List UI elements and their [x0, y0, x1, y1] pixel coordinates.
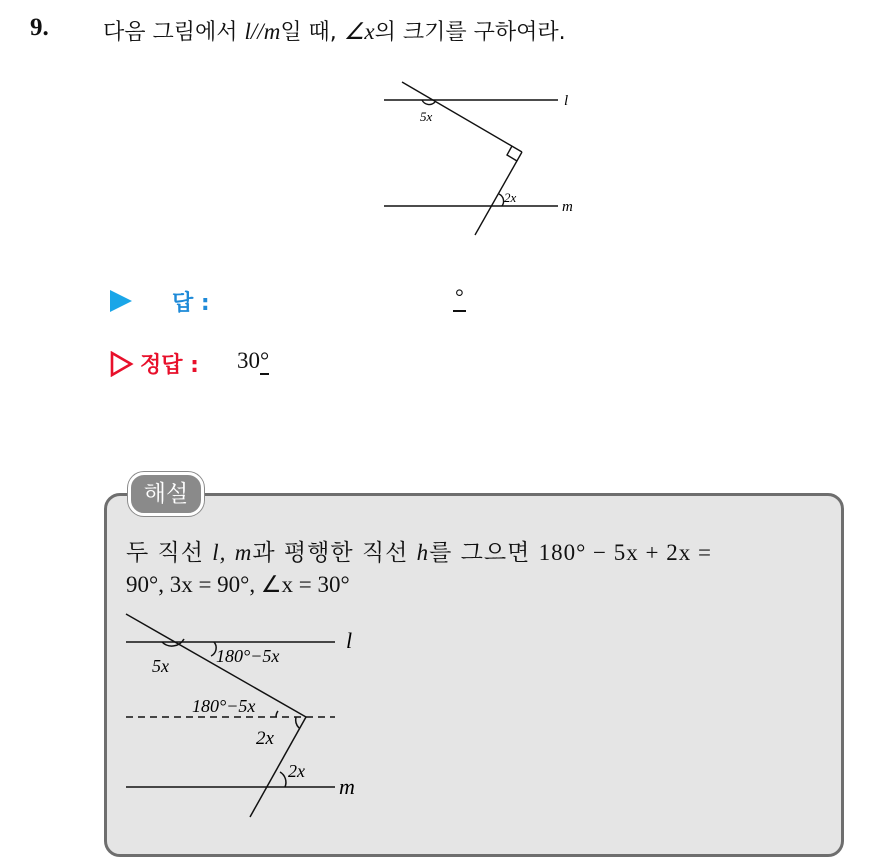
label-m: m: [562, 199, 573, 215]
question-angle-var: ∠x: [343, 19, 375, 44]
sol-label-m: m: [339, 774, 355, 799]
sol-label-180-top: 180°−5x: [216, 646, 280, 666]
sol-label-l: l: [346, 628, 353, 653]
question-line-l: l: [244, 19, 251, 44]
exp-text-b: 과 평행한 직선: [252, 540, 409, 566]
question-text-part1: 다음 그림에서: [103, 20, 238, 45]
correct-value: 30°: [237, 348, 270, 373]
label-l: l: [564, 93, 569, 109]
sol-label-2x-mid: 2x: [256, 728, 274, 749]
label-5x: 5x: [420, 109, 433, 124]
exp-text-a: 두 직선: [126, 540, 204, 566]
sol-label-2x-bottom: 2x: [288, 761, 305, 781]
question-text-part2: 일 때,: [280, 20, 337, 45]
exp-line-l: l,: [212, 540, 227, 565]
explanation-tag: 해설: [128, 472, 204, 516]
problem-figure: [380, 78, 590, 243]
angle-arc-2x: [499, 194, 504, 206]
label-2x: 2x: [504, 190, 517, 205]
explanation-line-2: 90°, 3x = 90°, ∠x = 30°: [126, 572, 350, 597]
answer-input[interactable]: °: [453, 284, 466, 312]
outline-triangle-icon: [110, 351, 134, 377]
explanation-line-1: [126, 534, 712, 567]
question-parallel: //: [250, 19, 264, 44]
sol-arc-180-mid: [276, 711, 278, 717]
exp-expression: 180° − 5x + 2x =: [538, 540, 712, 565]
sol-label-5x: 5x: [152, 656, 169, 676]
exp-text-c: 를 그으면: [429, 540, 531, 566]
exp-line-h: h: [416, 540, 430, 565]
question-number: 9.: [30, 14, 49, 41]
play-triangle-icon: [110, 290, 132, 312]
answer-label: 답 :: [172, 291, 210, 316]
sol-arc-2x-bottom: [280, 772, 286, 787]
sol-arc-2x-mid: [296, 717, 299, 728]
solution-figure: [120, 604, 370, 819]
question-line-m: m: [263, 19, 281, 44]
question-text-part3: 의 크기를 구하여라.: [374, 20, 566, 45]
correct-label: 정답 :: [140, 353, 199, 378]
answer-row: [110, 284, 210, 318]
exp-line-m: m: [234, 540, 253, 565]
question-text: [103, 15, 566, 46]
sol-label-180-mid: 180°−5x: [192, 696, 256, 716]
correct-unit: °: [260, 348, 270, 373]
